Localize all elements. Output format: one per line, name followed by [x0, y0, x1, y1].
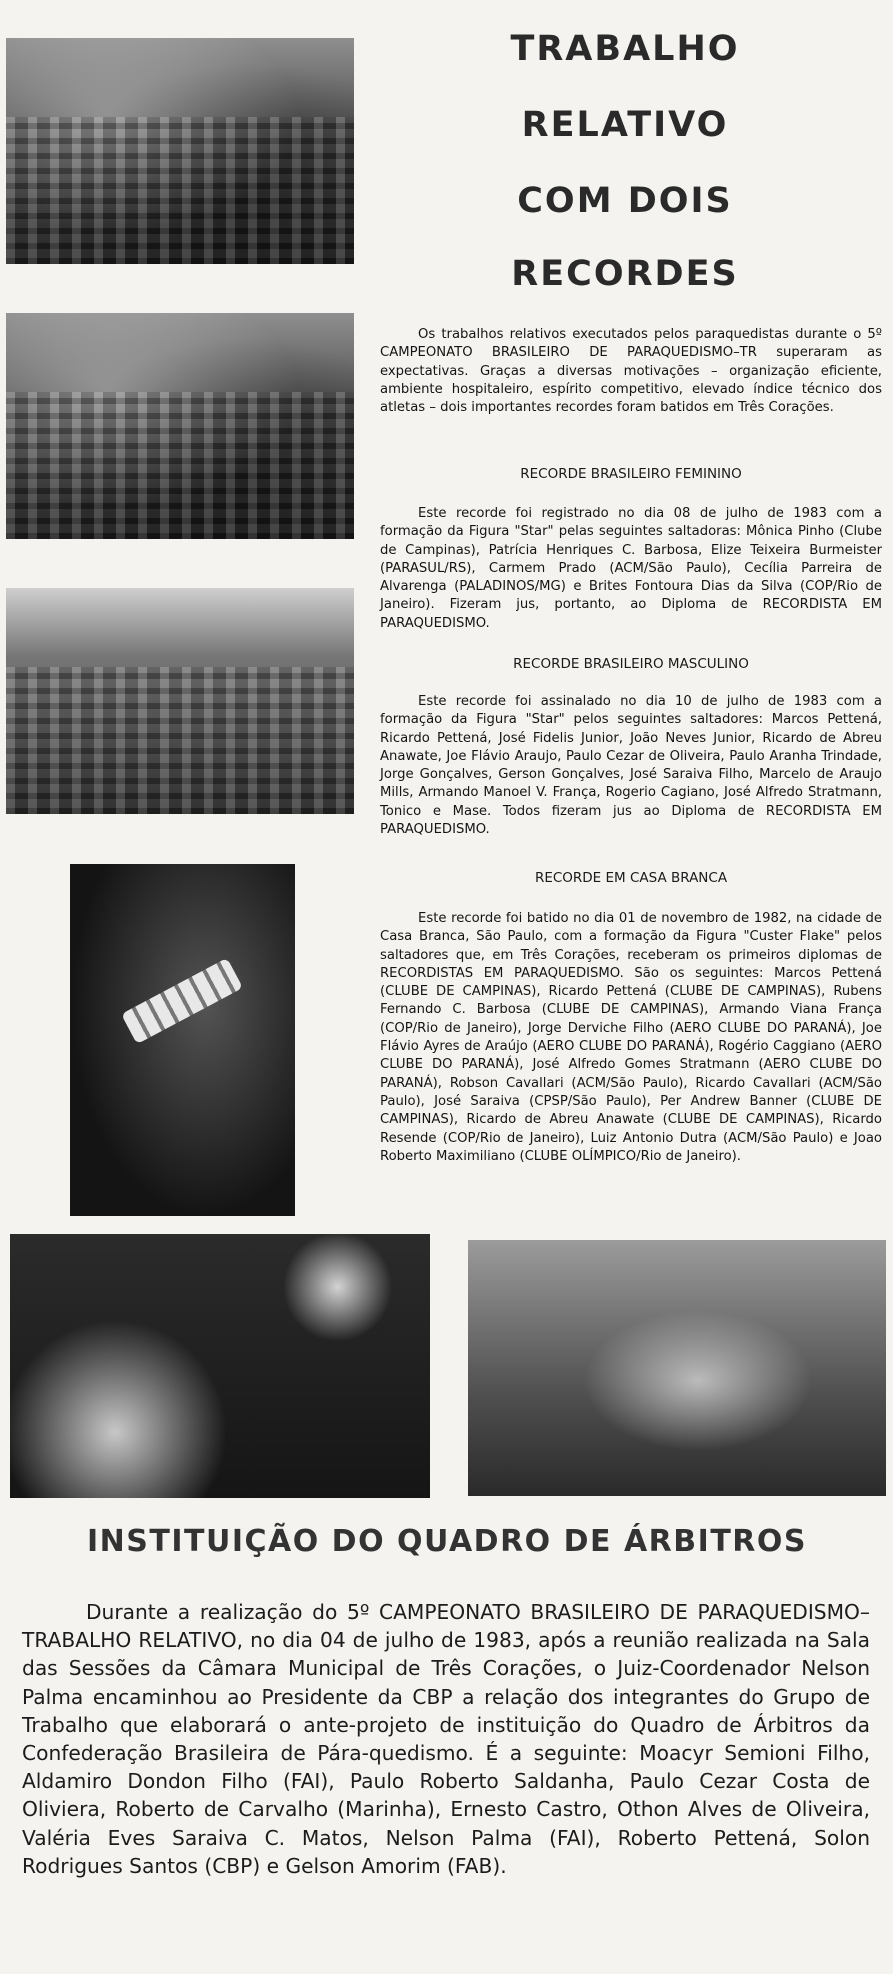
- freefall-formation-photo: [70, 864, 295, 1216]
- group-photo-parachutists-2: [6, 313, 354, 539]
- casa-branca-text: Este recorde foi batido no dia 01 de novembro de 1982, na cidade de Casa Branca, São Paulo, com a formação da Figura "Custer Flake" pelos saltadores que, em Três Corações, receberam os primeiros diplomas de RECORDISTAS EM PARAQUEDISMO. São os seguintes: Marcos Pettená (CLUBE DE CAMPINAS), Ricardo Pettená (CLUBE DE CAMPINAS), Rubens Fernando C. Barbosa (CLUBE DE CAMPINAS), Armando Viana França (COP/Rio de Janeiro), Jorge Derviche Filho (AERO CLUBE DO PARANÁ), Joe Flávio Ayres de Araújo (AERO CLUBE DO PARANÁ), Rogério Caggiano (AERO CLUBE DO PARANÁ), José Alfredo Gomes Stratmann (AERO CLUBE DO PARANÁ), Robson Cavallari (ACM/São Paulo), Ricardo Cavallari (ACM/São Paulo), José Saraiva (CPSP/São Paulo), Per Andrew Banner (CLUBE DE CAMPINAS), Ricardo de Abreu Anawate (CLUBE DE CAMPINAS), Ricardo Resende (COP/Rio de Janeiro), Luiz Antonio Dutra (ACM/São Paulo) e Joao Roberto Maximiliano (CLUBE OLÍMPICO/Rio de Janeiro).: [380, 911, 882, 1164]
- group-photo-aircraft: [6, 588, 354, 814]
- section-heading-masculino: RECORDE BRASILEIRO MASCULINO: [513, 656, 749, 672]
- article2-paragraph: Durante a realização do 5º CAMPEONATO BRASILEIRO DE PARAQUEDISMO–TRABALHO RELATIVO, no dia 04 de julho de 1983, após a reunião realizada na Sala das Sessões da Câmara Municipal de Três Corações, o Juiz-Coordenador Nelson Palma encaminhou ao Presidente da CBP a relação dos integrantes do Grupo de Trabalho que elaborará o ante-projeto de instituição do Quadro de Árbitros da Confederação Brasileira de Pára-quedismo. É a seguinte: Moacyr Semioni Filho, Aldamiro Dondon Filho (FAI), Paulo Roberto Saldanha, Paulo Cezar Costa de Oliviera, Roberto de Carvalho (Marinha), Ernesto Castro, Othon Alves de Oliveira, Valéria Eves Saraiva C. Matos, Nelson Palma (FAI), Roberto Pettená, Solon Rodrigues Santos (CBP) e Gelson Amorim (FAB).: [22, 1600, 870, 1878]
- article-title-line: RELATIVO: [521, 105, 729, 145]
- article-title-line: RECORDES: [511, 254, 739, 294]
- section-heading-feminino: RECORDE BRASILEIRO FEMININO: [520, 466, 742, 482]
- casa-branca-paragraph: [380, 910, 882, 1166]
- group-photo-parachutists-1: [6, 38, 354, 264]
- masculino-paragraph: [380, 693, 882, 839]
- article-title-line: TRABALHO: [510, 29, 740, 69]
- article-title-line: COM DOIS: [517, 181, 733, 221]
- feminino-paragraph: [380, 505, 882, 633]
- judges-table-photo: [468, 1240, 886, 1496]
- masculino-text: Este recorde foi assinalado no dia 10 de julho de 1983 com a formação da Figura "Star" pelos seguintes saltadores: Marcos Pettená, Ricardo Pettená, José Fidelis Junior, João Neves Junior, Ricardo de Abreu Anawate, Joe Flávio Araujo, Paulo Cezar de Oliveira, Paulo Aranha Trindade, Jorge Gonçalves, Gerson Gonçalves, José Saraiva Filho, Marcelo de Araujo Mills, Armando Manoel V. França, Rogerio Cagiano, José Alfredo Stratmann, Tonico e Mase. Todos fizeram jus ao Diploma de RECORDISTA EM PARAQUEDISMO.: [380, 694, 882, 838]
- intro-text: Os trabalhos relativos executados pelos paraquedistas durante o 5º CAMPEONATO BRASILEIRO DE PARAQUEDISMO–TR superaram as expectativas. Graças a diversas motivações – organização eficiente, ambiente hospitaleiro, espírito competitivo, elevado índice técnico dos atletas – dois importantes recordes foram batidos em Três Corações.: [380, 327, 882, 416]
- article2-title: INSTITUIÇÃO DO QUADRO DE ÁRBITROS: [87, 1524, 807, 1559]
- intro-paragraph: [380, 326, 882, 417]
- feminino-text: Este recorde foi registrado no dia 08 de julho de 1983 com a formação da Figura "Star" pelas seguintes saltadoras: Mônica Pinho (Clube de Campinas), Patrícia Henriques C. Barbosa, Elize Teixeira Burmeister (PARASUL/RS), Carmem Prado (ACM/São Paulo), Cecília Parreira de Alvarenga (PALADINOS/MG) e Brites Fontoura Dias da Silva (COP/Rio de Janeiro). Fizeram jus, portanto, ao Diploma de RECORDISTA EM PARAQUEDISMO.: [380, 506, 882, 631]
- aircraft-interior-photo: [10, 1234, 430, 1498]
- section-heading-casa-branca: RECORDE EM CASA BRANCA: [534, 870, 728, 886]
